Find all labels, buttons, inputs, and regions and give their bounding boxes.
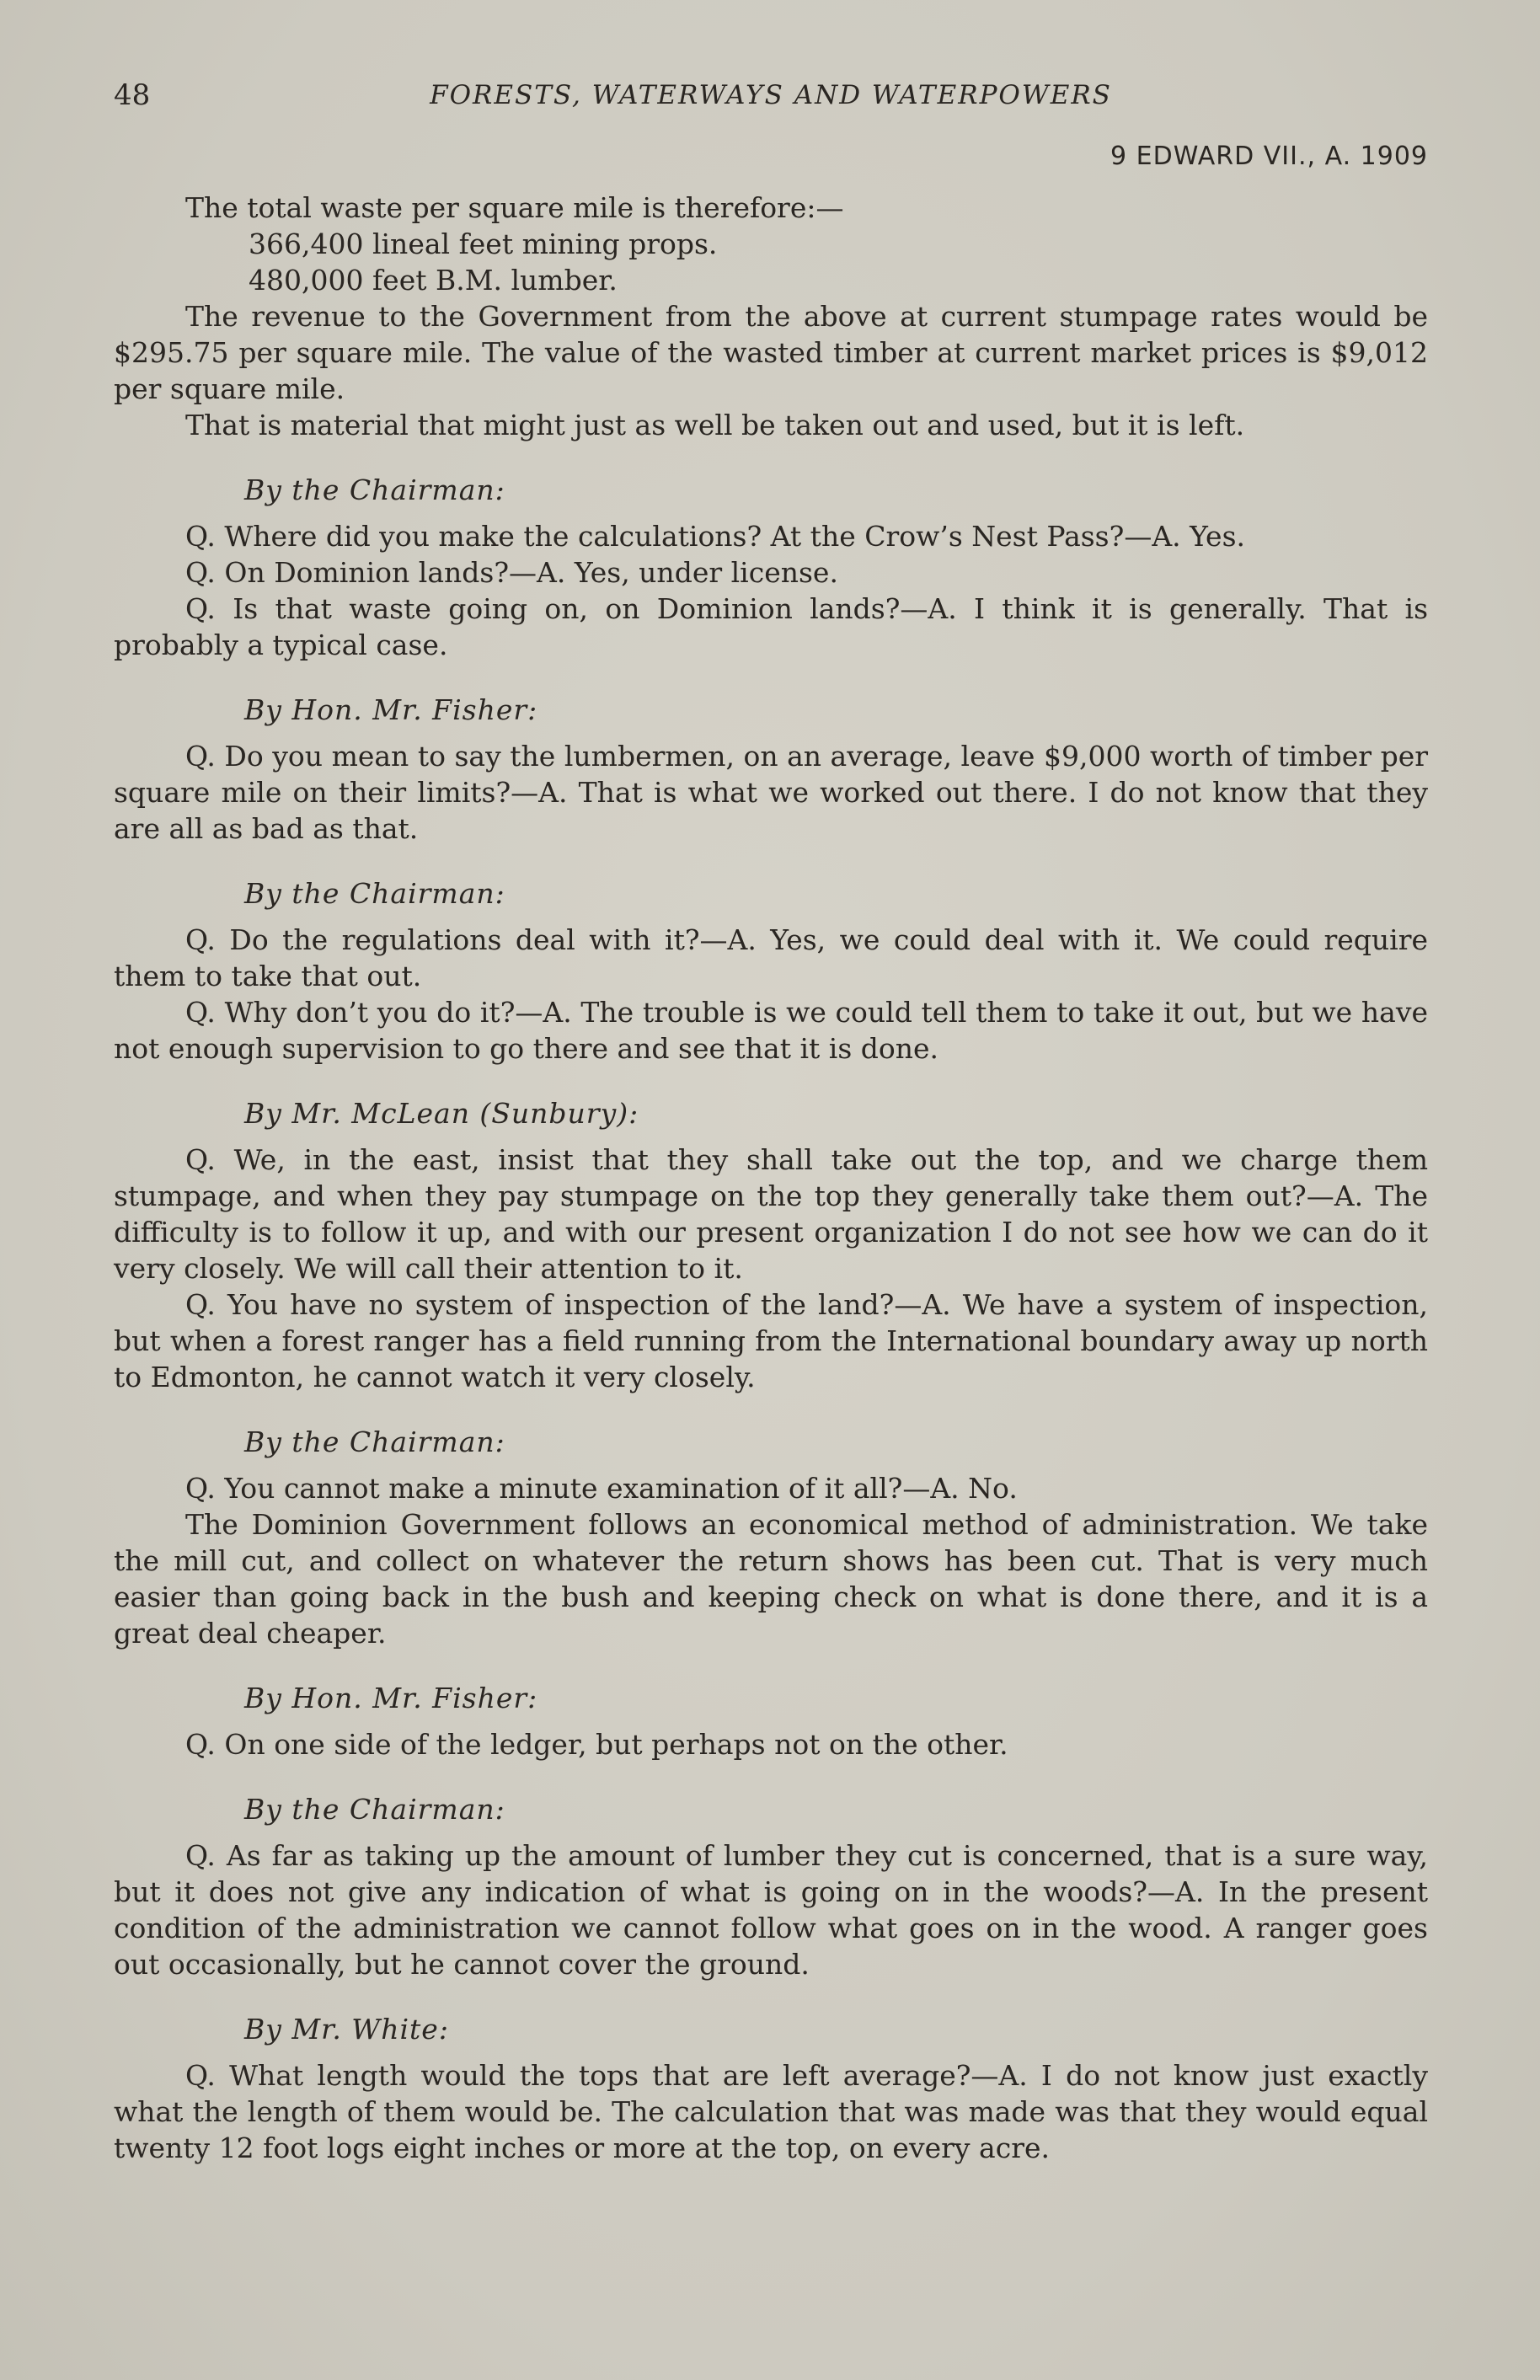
paragraph: Q. Why don’t you do it?—A. The trouble is we could tell them to take it out, but we have not enough supervision to go there and see that it is done. xyxy=(114,996,1428,1065)
speaker-heading: By Mr. White: xyxy=(244,2013,449,2046)
session-reference: 9 EDWARD VII., A. 1909 xyxy=(1110,142,1428,171)
speaker-heading: By the Chairman: xyxy=(244,473,505,506)
list-line: 366,400 lineal feet mining props. xyxy=(249,227,718,260)
running-title: FORESTS, WATERWAYS AND WATERPOWERS xyxy=(430,80,1112,110)
paragraph: That is material that might just as well be taken out and used, but it is left. xyxy=(185,409,1245,441)
speaker-heading: By the Chairman: xyxy=(244,1793,505,1826)
paragraph: Q. On one side of the ledger, but perhaps not on the other. xyxy=(185,1728,1008,1761)
paragraph: Q. You cannot make a minute examination of it all?—A. No. xyxy=(185,1472,1018,1505)
page-number: 48 xyxy=(114,78,151,112)
paragraph: Q. Do the regulations deal with it?—A. Yes, we could deal with it. We could require them to take that out. xyxy=(114,923,1428,992)
page-header xyxy=(114,78,1428,128)
list-line: 480,000 feet B.M. lumber. xyxy=(249,264,618,297)
paragraph: Q. On Dominion lands?—A. Yes, under license. xyxy=(185,556,838,589)
paragraph: Q. Do you mean to say the lumbermen, on an average, leave $9,000 worth of timber per square mile on their limits?—A. That is what we worked out there. I do not know that they are all as bad as that. xyxy=(114,740,1428,845)
body-text xyxy=(114,190,1428,2166)
paragraph: Q. You have no system of inspection of the land?—A. We have a system of inspection, but when a forest ranger has a field running from the International boundary away up north to Edmonton, he cannot watch it very closely. xyxy=(114,1288,1428,1393)
speaker-heading: By Mr. McLean (Sunbury): xyxy=(244,1097,639,1130)
paragraph: Q. We, in the east, insist that they shall take out the top, and we charge them stumpage, and when they pay stumpage on the top they generally take them out?—A. The difficulty is to follow it up, and with our present organization I do not see how we can do it very closely. We will call their attention to it. xyxy=(114,1143,1428,1285)
paragraph: Q. What length would the tops that are left average?—A. I do not know just exactly what the length of them would be. The calculation that was made was that they would equal twenty 12 foot logs eight inches or more at the top, on every acre. xyxy=(114,2059,1428,2164)
page-content xyxy=(114,78,1428,2166)
speaker-heading: By the Chairman: xyxy=(244,877,505,910)
paragraph: The Dominion Government follows an economical method of administration. We take the mill cut, and collect on whatever the return shows has been cut. That is very much easier than going back in the bush and keeping check on what is done there, and it is a great deal cheaper. xyxy=(114,1508,1428,1650)
paragraph: Q. Is that waste going on, on Dominion lands?—A. I think it is generally. That is probably a typical case. xyxy=(114,592,1428,661)
paragraph: Q. Where did you make the calculations? At the Crow’s Nest Pass?—A. Yes. xyxy=(185,520,1245,553)
speaker-heading: By the Chairman: xyxy=(244,1425,505,1458)
speaker-heading: By Hon. Mr. Fisher: xyxy=(244,693,538,726)
paragraph: The total waste per square mile is therefore:— xyxy=(185,191,844,224)
paragraph: Q. As far as taking up the amount of lumber they cut is concerned, that is a sure way, but it does not give any indication of what is going on in the woods?—A. In the present condition of the administration we cannot follow what goes on in the wood. A ranger goes out occasionally, but he cannot cover the ground. xyxy=(114,1839,1428,1981)
speaker-heading: By Hon. Mr. Fisher: xyxy=(244,1682,538,1714)
paragraph: The revenue to the Government from the above at current stumpage rates would be $295.75 per square mile. The value of the wasted timber at current market prices is $9,012 per square mile. xyxy=(114,300,1428,405)
